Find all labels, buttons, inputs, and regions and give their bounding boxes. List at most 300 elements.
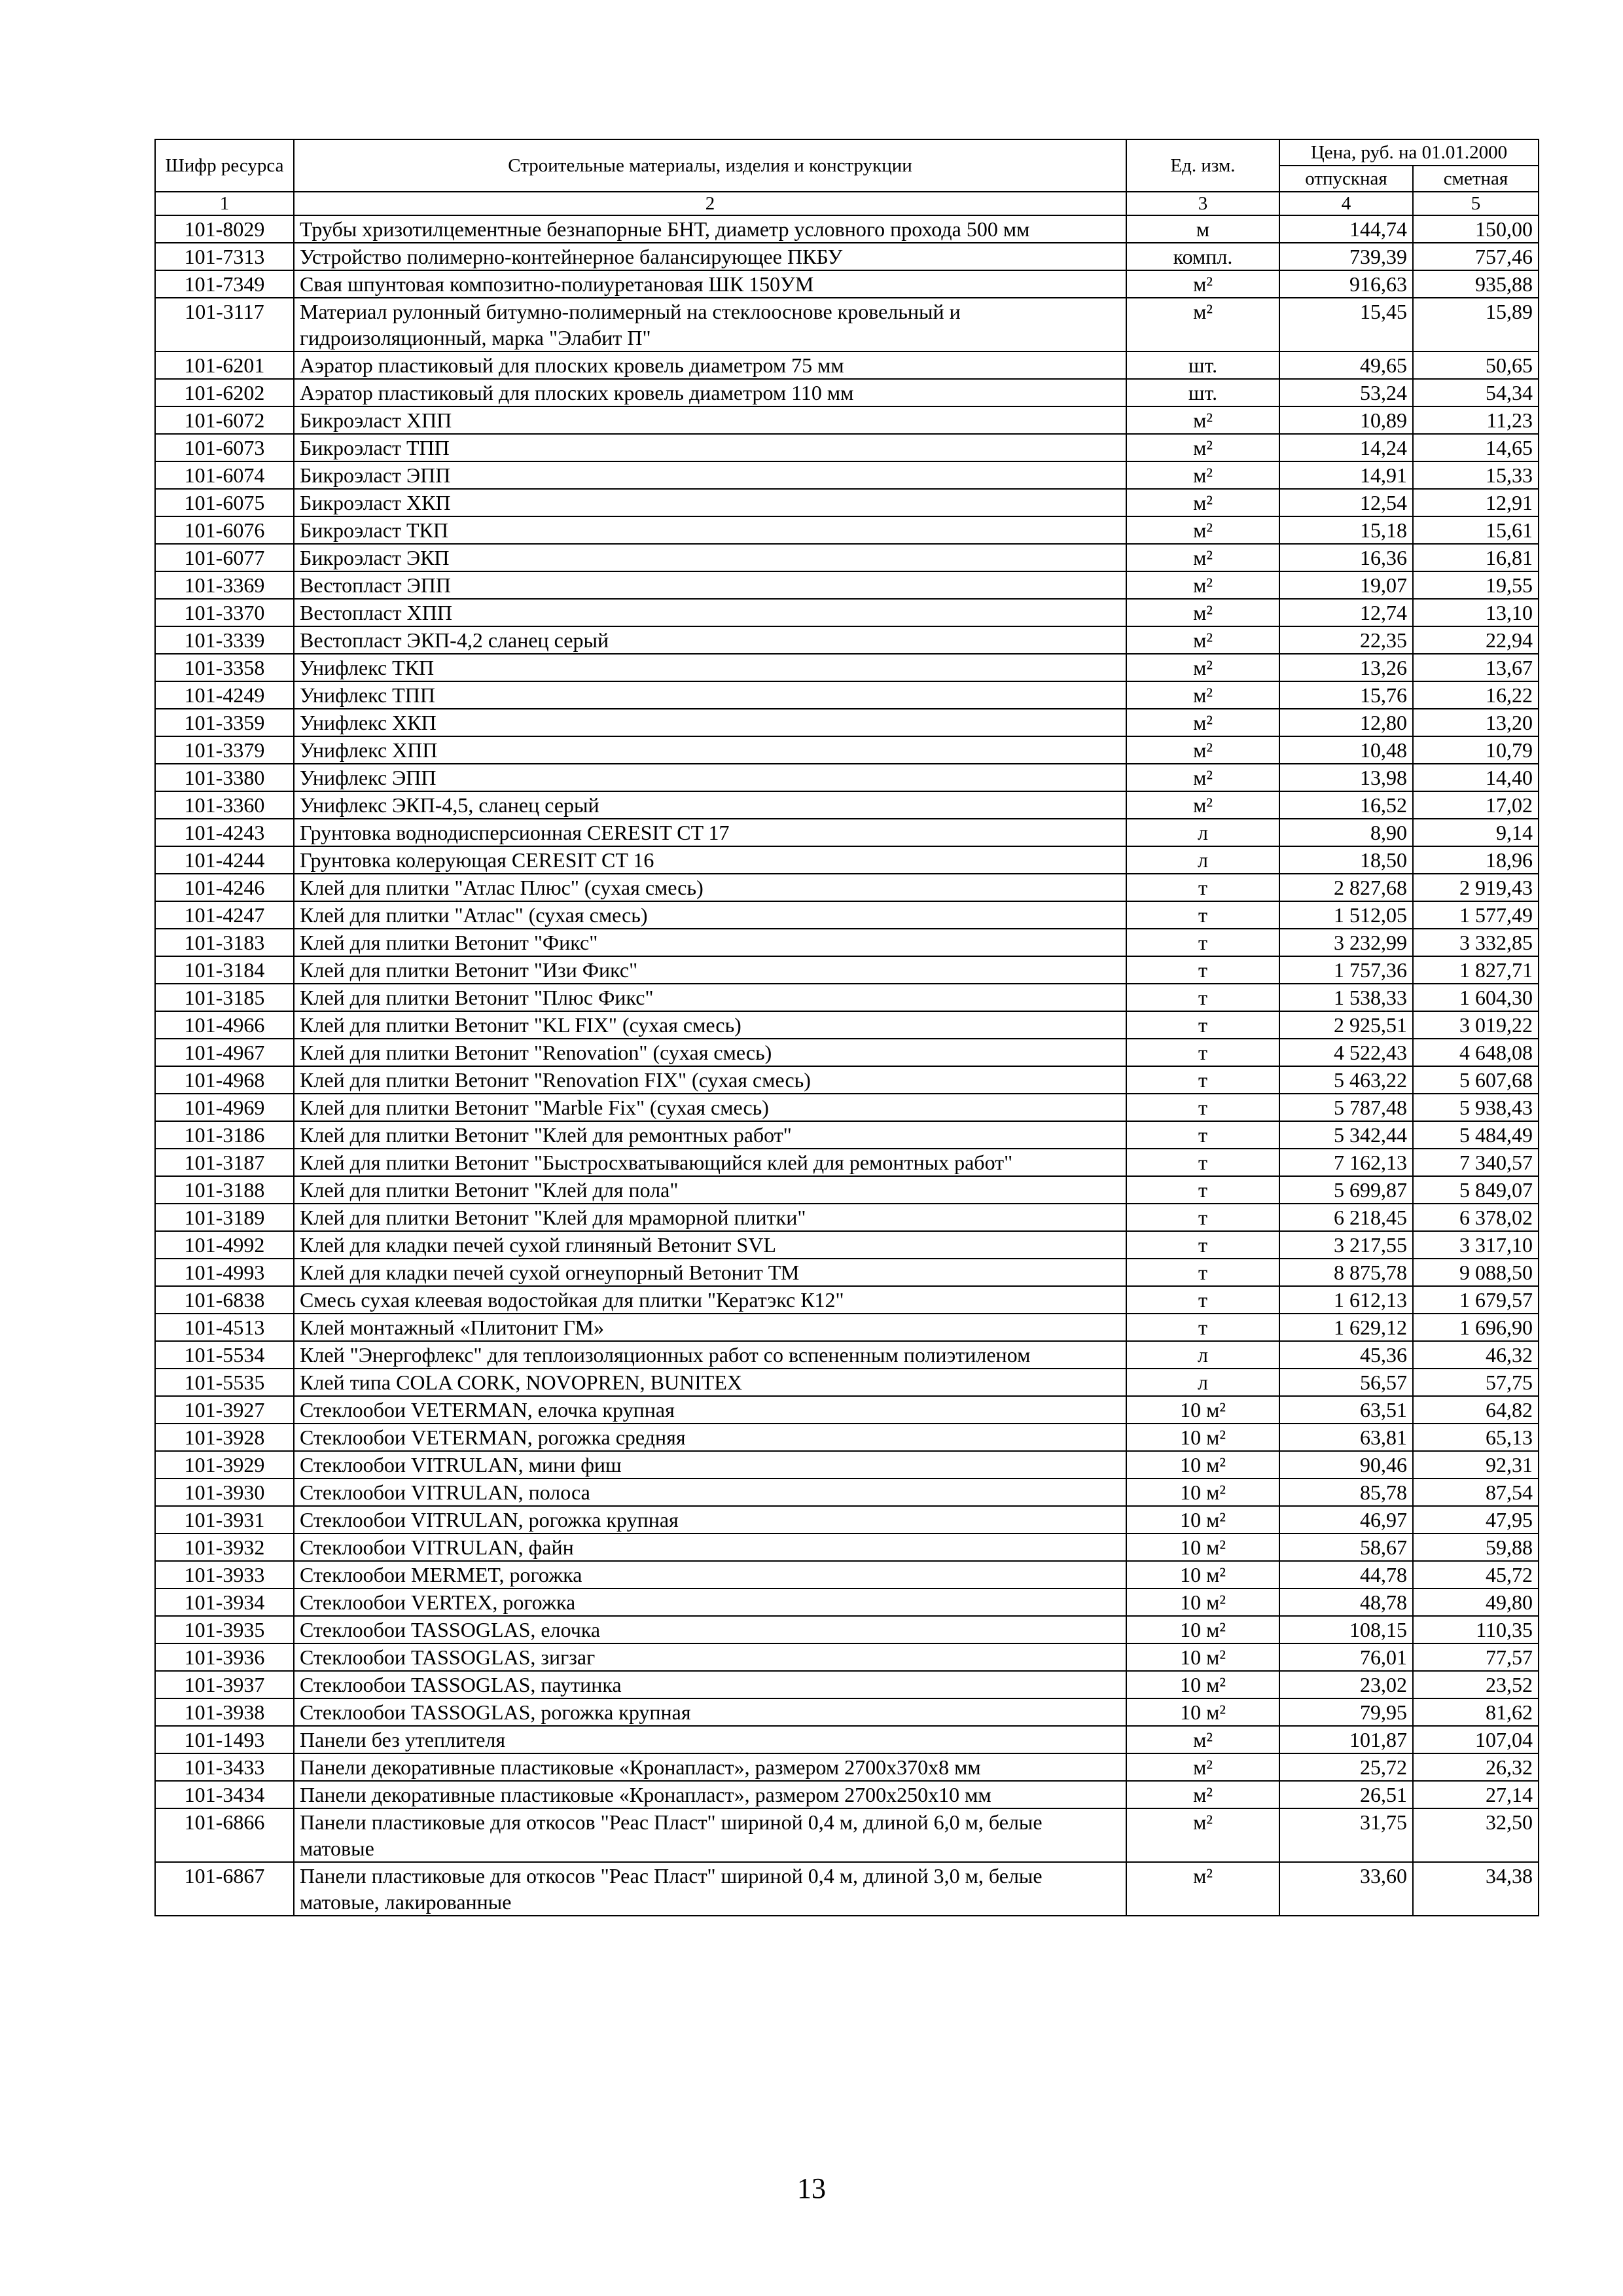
resource-code-cell: 101-4249 xyxy=(155,681,294,709)
release-price-cell: 2 925,51 xyxy=(1279,1011,1413,1039)
table-row xyxy=(155,406,1539,434)
unit-cell: 10 м² xyxy=(1126,1671,1279,1698)
estimate-price-cell: 5 849,07 xyxy=(1413,1176,1539,1204)
release-price-cell: 85,78 xyxy=(1279,1479,1413,1506)
material-name-cell: Трубы хризотилцементные безнапорные БНТ, диаметр условного прохода 500 мм xyxy=(294,215,1126,243)
release-price-cell: 2 827,68 xyxy=(1279,874,1413,901)
resource-code-cell: 101-4992 xyxy=(155,1231,294,1259)
resource-code-cell: 101-3188 xyxy=(155,1176,294,1204)
table-row xyxy=(155,1561,1539,1588)
resource-code-cell: 101-3339 xyxy=(155,626,294,654)
release-price-cell: 144,74 xyxy=(1279,215,1413,243)
material-name-cell: Стеклообои TASSOGLAS, рогожка крупная xyxy=(294,1698,1126,1726)
table-row xyxy=(155,379,1539,406)
material-name-cell: Клей для плитки Ветонит "Renovation" (сухая смесь) xyxy=(294,1039,1126,1066)
resource-code-cell: 101-3183 xyxy=(155,929,294,956)
resource-code-cell: 101-4969 xyxy=(155,1094,294,1121)
release-price-cell: 16,52 xyxy=(1279,791,1413,819)
estimate-price-cell: 46,32 xyxy=(1413,1341,1539,1369)
release-price-cell: 4 522,43 xyxy=(1279,1039,1413,1066)
resource-code-cell: 101-6077 xyxy=(155,544,294,571)
release-price-cell: 33,60 xyxy=(1279,1862,1413,1916)
unit-cell: м² xyxy=(1126,599,1279,626)
release-price-cell: 49,65 xyxy=(1279,351,1413,379)
release-price-cell: 1 629,12 xyxy=(1279,1314,1413,1341)
resource-code-cell: 101-6075 xyxy=(155,489,294,516)
table-row xyxy=(155,984,1539,1011)
table-row xyxy=(155,434,1539,461)
estimate-price-cell: 1 577,49 xyxy=(1413,901,1539,929)
table-row xyxy=(155,1588,1539,1616)
table-row xyxy=(155,1534,1539,1561)
resource-code-cell: 101-1493 xyxy=(155,1726,294,1753)
estimate-price-cell: 15,89 xyxy=(1413,298,1539,351)
release-price-cell: 3 217,55 xyxy=(1279,1231,1413,1259)
table-row xyxy=(155,1341,1539,1369)
column-number: 1 xyxy=(155,192,294,215)
header-unit: Ед. изм. xyxy=(1126,139,1279,192)
estimate-price-cell: 11,23 xyxy=(1413,406,1539,434)
estimate-price-cell: 13,10 xyxy=(1413,599,1539,626)
release-price-cell: 10,89 xyxy=(1279,406,1413,434)
estimate-price-cell: 64,82 xyxy=(1413,1396,1539,1424)
table-row xyxy=(155,956,1539,984)
material-name-cell: Стеклообои VETERMAN, елочка крупная xyxy=(294,1396,1126,1424)
estimate-price-cell: 26,32 xyxy=(1413,1753,1539,1781)
estimate-price-cell: 4 648,08 xyxy=(1413,1039,1539,1066)
unit-cell: т xyxy=(1126,1204,1279,1231)
unit-cell: м² xyxy=(1126,681,1279,709)
table-row xyxy=(155,1753,1539,1781)
unit-cell: т xyxy=(1126,1176,1279,1204)
unit-cell: м² xyxy=(1126,1781,1279,1808)
release-price-cell: 15,76 xyxy=(1279,681,1413,709)
unit-cell: м² xyxy=(1126,736,1279,764)
table-row xyxy=(155,791,1539,819)
estimate-price-cell: 59,88 xyxy=(1413,1534,1539,1561)
release-price-cell: 25,72 xyxy=(1279,1753,1413,1781)
unit-cell: л xyxy=(1126,1341,1279,1369)
table-row xyxy=(155,1204,1539,1231)
estimate-price-cell: 3 019,22 xyxy=(1413,1011,1539,1039)
material-name-cell: Клей для плитки Ветонит "Клей для пола" xyxy=(294,1176,1126,1204)
release-price-cell: 5 342,44 xyxy=(1279,1121,1413,1149)
table-row xyxy=(155,1506,1539,1534)
unit-cell: т xyxy=(1126,929,1279,956)
material-name-cell: Унифлекс ТКП xyxy=(294,654,1126,681)
material-name-cell: Панели без утеплителя xyxy=(294,1726,1126,1753)
material-name-cell: Вестопласт ЭПП xyxy=(294,571,1126,599)
resource-code-cell: 101-4966 xyxy=(155,1011,294,1039)
table-row xyxy=(155,1643,1539,1671)
estimate-price-cell: 54,34 xyxy=(1413,379,1539,406)
resource-code-cell: 101-6202 xyxy=(155,379,294,406)
material-name-cell: Клей для плитки "Атлас" (сухая смесь) xyxy=(294,901,1126,929)
table-row xyxy=(155,1176,1539,1204)
release-price-cell: 45,36 xyxy=(1279,1341,1413,1369)
header-name: Строительные материалы, изделия и конструкции xyxy=(294,139,1126,192)
table-row xyxy=(155,1121,1539,1149)
estimate-price-cell: 16,81 xyxy=(1413,544,1539,571)
resource-code-cell: 101-4967 xyxy=(155,1039,294,1066)
material-name-cell: Вестопласт ЭКП-4,2 сланец серый xyxy=(294,626,1126,654)
material-name-cell: Бикроэласт ТКП xyxy=(294,516,1126,544)
material-name-cell: Клей типа COLA CORK, NOVOPREN, BUNITEX xyxy=(294,1369,1126,1396)
material-name-cell: Стеклообои MERMET, рогожка xyxy=(294,1561,1126,1588)
material-name-cell: Панели пластиковые для откосов "Реас Пласт" шириной 0,4 м, длиной 3,0 м, белые матовые, лакированные xyxy=(294,1862,1126,1916)
material-name-cell: Клей для плитки Ветонит "Клей для мраморной плитки" xyxy=(294,1204,1126,1231)
release-price-cell: 3 232,99 xyxy=(1279,929,1413,956)
estimate-price-cell: 110,35 xyxy=(1413,1616,1539,1643)
unit-cell: м² xyxy=(1126,626,1279,654)
table-row xyxy=(155,461,1539,489)
estimate-price-cell: 1 696,90 xyxy=(1413,1314,1539,1341)
estimate-price-cell: 1 604,30 xyxy=(1413,984,1539,1011)
resource-code-cell: 101-4247 xyxy=(155,901,294,929)
unit-cell: т xyxy=(1126,1314,1279,1341)
release-price-cell: 5 463,22 xyxy=(1279,1066,1413,1094)
resource-code-cell: 101-5534 xyxy=(155,1341,294,1369)
unit-cell: т xyxy=(1126,1011,1279,1039)
resource-code-cell: 101-4243 xyxy=(155,819,294,846)
material-name-cell: Клей монтажный «Плитонит ГМ» xyxy=(294,1314,1126,1341)
table-row xyxy=(155,1781,1539,1808)
unit-cell: т xyxy=(1126,1286,1279,1314)
unit-cell: м² xyxy=(1126,298,1279,351)
estimate-price-cell: 92,31 xyxy=(1413,1451,1539,1479)
release-price-cell: 7 162,13 xyxy=(1279,1149,1413,1176)
material-name-cell: Клей для плитки Ветонит "Плюс Фикс" xyxy=(294,984,1126,1011)
header-price-release: отпускная xyxy=(1279,166,1413,192)
table-row xyxy=(155,1698,1539,1726)
resource-code-cell: 101-3927 xyxy=(155,1396,294,1424)
unit-cell: 10 м² xyxy=(1126,1451,1279,1479)
release-price-cell: 63,81 xyxy=(1279,1424,1413,1451)
table-row xyxy=(155,1862,1539,1916)
material-name-cell: Клей для кладки печей сухой огнеупорный Ветонит ТМ xyxy=(294,1259,1126,1286)
estimate-price-cell: 9 088,50 xyxy=(1413,1259,1539,1286)
resource-code-cell: 101-3936 xyxy=(155,1643,294,1671)
table-row xyxy=(155,1451,1539,1479)
table-row xyxy=(155,1039,1539,1066)
material-name-cell: Бикроэласт ЭКП xyxy=(294,544,1126,571)
column-number-row xyxy=(155,192,1539,215)
estimate-price-cell: 12,91 xyxy=(1413,489,1539,516)
resource-code-cell: 101-3931 xyxy=(155,1506,294,1534)
unit-cell: т xyxy=(1126,1231,1279,1259)
estimate-price-cell: 49,80 xyxy=(1413,1588,1539,1616)
estimate-price-cell: 3 332,85 xyxy=(1413,929,1539,956)
release-price-cell: 12,80 xyxy=(1279,709,1413,736)
table-row xyxy=(155,1808,1539,1862)
estimate-price-cell: 87,54 xyxy=(1413,1479,1539,1506)
table-row xyxy=(155,1149,1539,1176)
resource-code-cell: 101-7313 xyxy=(155,243,294,270)
resource-code-cell: 101-3369 xyxy=(155,571,294,599)
table-row xyxy=(155,1479,1539,1506)
estimate-price-cell: 81,62 xyxy=(1413,1698,1539,1726)
resource-code-cell: 101-6838 xyxy=(155,1286,294,1314)
resource-code-cell: 101-3930 xyxy=(155,1479,294,1506)
release-price-cell: 15,45 xyxy=(1279,298,1413,351)
material-name-cell: Клей для плитки Ветонит "KL FIX" (сухая смесь) xyxy=(294,1011,1126,1039)
table-body xyxy=(155,215,1539,1916)
table-row xyxy=(155,1231,1539,1259)
table-row xyxy=(155,571,1539,599)
table-row xyxy=(155,901,1539,929)
release-price-cell: 6 218,45 xyxy=(1279,1204,1413,1231)
resource-code-cell: 101-6072 xyxy=(155,406,294,434)
header-price-group: Цена, руб. на 01.01.2000 xyxy=(1279,139,1539,166)
header-code: Шифр ресурса xyxy=(155,139,294,192)
table-row xyxy=(155,1616,1539,1643)
material-name-cell: Стеклообои VITRULAN, рогожка крупная xyxy=(294,1506,1126,1534)
resource-code-cell: 101-6201 xyxy=(155,351,294,379)
material-name-cell: Аэратор пластиковый для плоских кровель диаметром 75 мм xyxy=(294,351,1126,379)
release-price-cell: 16,36 xyxy=(1279,544,1413,571)
unit-cell: т xyxy=(1126,1259,1279,1286)
release-price-cell: 1 612,13 xyxy=(1279,1286,1413,1314)
table-row xyxy=(155,654,1539,681)
estimate-price-cell: 65,13 xyxy=(1413,1424,1539,1451)
resource-code-cell: 101-3185 xyxy=(155,984,294,1011)
unit-cell: м² xyxy=(1126,516,1279,544)
estimate-price-cell: 15,33 xyxy=(1413,461,1539,489)
material-name-cell: Бикроэласт ТПП xyxy=(294,434,1126,461)
table-row xyxy=(155,681,1539,709)
release-price-cell: 90,46 xyxy=(1279,1451,1413,1479)
release-price-cell: 31,75 xyxy=(1279,1808,1413,1862)
material-name-cell: Бикроэласт ЭПП xyxy=(294,461,1126,489)
unit-cell: м² xyxy=(1126,489,1279,516)
material-name-cell: Клей для плитки Ветонит "Быстросхватывающийся клей для ремонтных работ" xyxy=(294,1149,1126,1176)
material-name-cell: Унифлекс ТПП xyxy=(294,681,1126,709)
release-price-cell: 26,51 xyxy=(1279,1781,1413,1808)
resource-code-cell: 101-3184 xyxy=(155,956,294,984)
table-row xyxy=(155,1726,1539,1753)
material-name-cell: Унифлекс ЭПП xyxy=(294,764,1126,791)
material-name-cell: Стеклообои VITRULAN, мини фиш xyxy=(294,1451,1126,1479)
unit-cell: компл. xyxy=(1126,243,1279,270)
material-name-cell: Бикроэласт ХПП xyxy=(294,406,1126,434)
resource-code-cell: 101-3937 xyxy=(155,1671,294,1698)
release-price-cell: 56,57 xyxy=(1279,1369,1413,1396)
unit-cell: м² xyxy=(1126,1753,1279,1781)
resource-code-cell: 101-3929 xyxy=(155,1451,294,1479)
unit-cell: шт. xyxy=(1126,351,1279,379)
unit-cell: 10 м² xyxy=(1126,1588,1279,1616)
material-name-cell: Панели декоративные пластиковые «Кронапласт», размером 2700х370х8 мм xyxy=(294,1753,1126,1781)
estimate-price-cell: 23,52 xyxy=(1413,1671,1539,1698)
estimate-price-cell: 50,65 xyxy=(1413,351,1539,379)
material-name-cell: Грунтовка воднодисперсионная CERESIT CT 17 xyxy=(294,819,1126,846)
release-price-cell: 101,87 xyxy=(1279,1726,1413,1753)
unit-cell: л xyxy=(1126,819,1279,846)
estimate-price-cell: 10,79 xyxy=(1413,736,1539,764)
table-row xyxy=(155,1396,1539,1424)
material-name-cell: Стеклообои TASSOGLAS, елочка xyxy=(294,1616,1126,1643)
material-name-cell: Свая шпунтовая композитно-полиуретановая ШК 150УМ xyxy=(294,270,1126,298)
column-number: 4 xyxy=(1279,192,1413,215)
release-price-cell: 22,35 xyxy=(1279,626,1413,654)
release-price-cell: 916,63 xyxy=(1279,270,1413,298)
estimate-price-cell: 77,57 xyxy=(1413,1643,1539,1671)
table-row xyxy=(155,819,1539,846)
estimate-price-cell: 5 607,68 xyxy=(1413,1066,1539,1094)
unit-cell: т xyxy=(1126,901,1279,929)
release-price-cell: 15,18 xyxy=(1279,516,1413,544)
resource-code-cell: 101-3938 xyxy=(155,1698,294,1726)
table-row xyxy=(155,1066,1539,1094)
resource-code-cell: 101-3380 xyxy=(155,764,294,791)
estimate-price-cell: 2 919,43 xyxy=(1413,874,1539,901)
resource-code-cell: 101-4244 xyxy=(155,846,294,874)
unit-cell: т xyxy=(1126,1066,1279,1094)
table-row xyxy=(155,736,1539,764)
table-row xyxy=(155,1011,1539,1039)
resource-code-cell: 101-6073 xyxy=(155,434,294,461)
release-price-cell: 10,48 xyxy=(1279,736,1413,764)
material-name-cell: Унифлекс ЭКП-4,5, сланец серый xyxy=(294,791,1126,819)
estimate-price-cell: 57,75 xyxy=(1413,1369,1539,1396)
estimate-price-cell: 17,02 xyxy=(1413,791,1539,819)
release-price-cell: 13,26 xyxy=(1279,654,1413,681)
release-price-cell: 46,97 xyxy=(1279,1506,1413,1534)
resource-code-cell: 101-4246 xyxy=(155,874,294,901)
estimate-price-cell: 27,14 xyxy=(1413,1781,1539,1808)
material-name-cell: Смесь сухая клеевая водостойкая для плитки "Кератэкс К12" xyxy=(294,1286,1126,1314)
material-name-cell: Стеклообои VITRULAN, файн xyxy=(294,1534,1126,1561)
table-row xyxy=(155,1314,1539,1341)
release-price-cell: 19,07 xyxy=(1279,571,1413,599)
estimate-price-cell: 7 340,57 xyxy=(1413,1149,1539,1176)
unit-cell: т xyxy=(1126,1149,1279,1176)
unit-cell: 10 м² xyxy=(1126,1534,1279,1561)
unit-cell: 10 м² xyxy=(1126,1643,1279,1671)
unit-cell: м² xyxy=(1126,434,1279,461)
estimate-price-cell: 6 378,02 xyxy=(1413,1204,1539,1231)
resource-code-cell: 101-4993 xyxy=(155,1259,294,1286)
material-name-cell: Аэратор пластиковый для плоских кровель диаметром 110 мм xyxy=(294,379,1126,406)
estimate-price-cell: 3 317,10 xyxy=(1413,1231,1539,1259)
material-name-cell: Клей для плитки Ветонит "Изи Фикс" xyxy=(294,956,1126,984)
resource-code-cell: 101-6076 xyxy=(155,516,294,544)
price-table xyxy=(154,139,1539,1916)
unit-cell: м² xyxy=(1126,654,1279,681)
release-price-cell: 1 757,36 xyxy=(1279,956,1413,984)
resource-code-cell: 101-5535 xyxy=(155,1369,294,1396)
release-price-cell: 63,51 xyxy=(1279,1396,1413,1424)
estimate-price-cell: 9,14 xyxy=(1413,819,1539,846)
resource-code-cell: 101-3117 xyxy=(155,298,294,351)
table-row xyxy=(155,351,1539,379)
unit-cell: м² xyxy=(1126,1726,1279,1753)
estimate-price-cell: 14,65 xyxy=(1413,434,1539,461)
estimate-price-cell: 14,40 xyxy=(1413,764,1539,791)
unit-cell: 10 м² xyxy=(1126,1561,1279,1588)
material-name-cell: Клей "Энергофлекс" для теплоизоляционных работ со вспененным полиэтиленом xyxy=(294,1341,1126,1369)
table-row xyxy=(155,709,1539,736)
material-name-cell: Клей для плитки Ветонит "Marble Fix" (сухая смесь) xyxy=(294,1094,1126,1121)
estimate-price-cell: 935,88 xyxy=(1413,270,1539,298)
header-price-estimate: сметная xyxy=(1413,166,1539,192)
estimate-price-cell: 1 827,71 xyxy=(1413,956,1539,984)
resource-code-cell: 101-3933 xyxy=(155,1561,294,1588)
estimate-price-cell: 757,46 xyxy=(1413,243,1539,270)
release-price-cell: 8,90 xyxy=(1279,819,1413,846)
material-name-cell: Бикроэласт ХКП xyxy=(294,489,1126,516)
resource-code-cell: 101-6074 xyxy=(155,461,294,489)
unit-cell: м² xyxy=(1126,571,1279,599)
estimate-price-cell: 150,00 xyxy=(1413,215,1539,243)
resource-code-cell: 101-3359 xyxy=(155,709,294,736)
resource-code-cell: 101-3189 xyxy=(155,1204,294,1231)
table-row xyxy=(155,1424,1539,1451)
estimate-price-cell: 1 679,57 xyxy=(1413,1286,1539,1314)
table-row xyxy=(155,489,1539,516)
unit-cell: 10 м² xyxy=(1126,1479,1279,1506)
estimate-price-cell: 34,38 xyxy=(1413,1862,1539,1916)
release-price-cell: 5 787,48 xyxy=(1279,1094,1413,1121)
column-number: 3 xyxy=(1126,192,1279,215)
unit-cell: т xyxy=(1126,1121,1279,1149)
table-row xyxy=(155,764,1539,791)
resource-code-cell: 101-3186 xyxy=(155,1121,294,1149)
estimate-price-cell: 47,95 xyxy=(1413,1506,1539,1534)
unit-cell: м² xyxy=(1126,791,1279,819)
material-name-cell: Клей для плитки "Атлас Плюс" (сухая смесь) xyxy=(294,874,1126,901)
table-row xyxy=(155,1259,1539,1286)
material-name-cell: Панели пластиковые для откосов "Реас Пласт" шириной 0,4 м, длиной 6,0 м, белые матовые xyxy=(294,1808,1126,1862)
resource-code-cell: 101-6866 xyxy=(155,1808,294,1862)
table-row xyxy=(155,544,1539,571)
estimate-price-cell: 18,96 xyxy=(1413,846,1539,874)
resource-code-cell: 101-3358 xyxy=(155,654,294,681)
release-price-cell: 76,01 xyxy=(1279,1643,1413,1671)
table-row xyxy=(155,1369,1539,1396)
material-name-cell: Стеклообои VETERMAN, рогожка средняя xyxy=(294,1424,1126,1451)
unit-cell: м² xyxy=(1126,270,1279,298)
unit-cell: м² xyxy=(1126,764,1279,791)
unit-cell: м² xyxy=(1126,544,1279,571)
material-name-cell: Клей для кладки печей сухой глиняный Ветонит SVL xyxy=(294,1231,1126,1259)
unit-cell: м xyxy=(1126,215,1279,243)
unit-cell: 10 м² xyxy=(1126,1424,1279,1451)
unit-cell: т xyxy=(1126,1039,1279,1066)
page-number: 13 xyxy=(797,2172,826,2204)
material-name-cell: Клей для плитки Ветонит "Фикс" xyxy=(294,929,1126,956)
material-name-cell: Стеклообои TASSOGLAS, зигзаг xyxy=(294,1643,1126,1671)
unit-cell: м² xyxy=(1126,461,1279,489)
unit-cell: м² xyxy=(1126,1808,1279,1862)
resource-code-cell: 101-3433 xyxy=(155,1753,294,1781)
table-row xyxy=(155,846,1539,874)
estimate-price-cell: 15,61 xyxy=(1413,516,1539,544)
table-row xyxy=(155,599,1539,626)
material-name-cell: Стеклообои TASSOGLAS, паутинка xyxy=(294,1671,1126,1698)
table-row xyxy=(155,270,1539,298)
estimate-price-cell: 16,22 xyxy=(1413,681,1539,709)
material-name-cell: Унифлекс ХКП xyxy=(294,709,1126,736)
table-row xyxy=(155,243,1539,270)
release-price-cell: 79,95 xyxy=(1279,1698,1413,1726)
table-row xyxy=(155,626,1539,654)
release-price-cell: 12,54 xyxy=(1279,489,1413,516)
unit-cell: 10 м² xyxy=(1126,1616,1279,1643)
release-price-cell: 44,78 xyxy=(1279,1561,1413,1588)
unit-cell: 10 м² xyxy=(1126,1698,1279,1726)
resource-code-cell: 101-7349 xyxy=(155,270,294,298)
